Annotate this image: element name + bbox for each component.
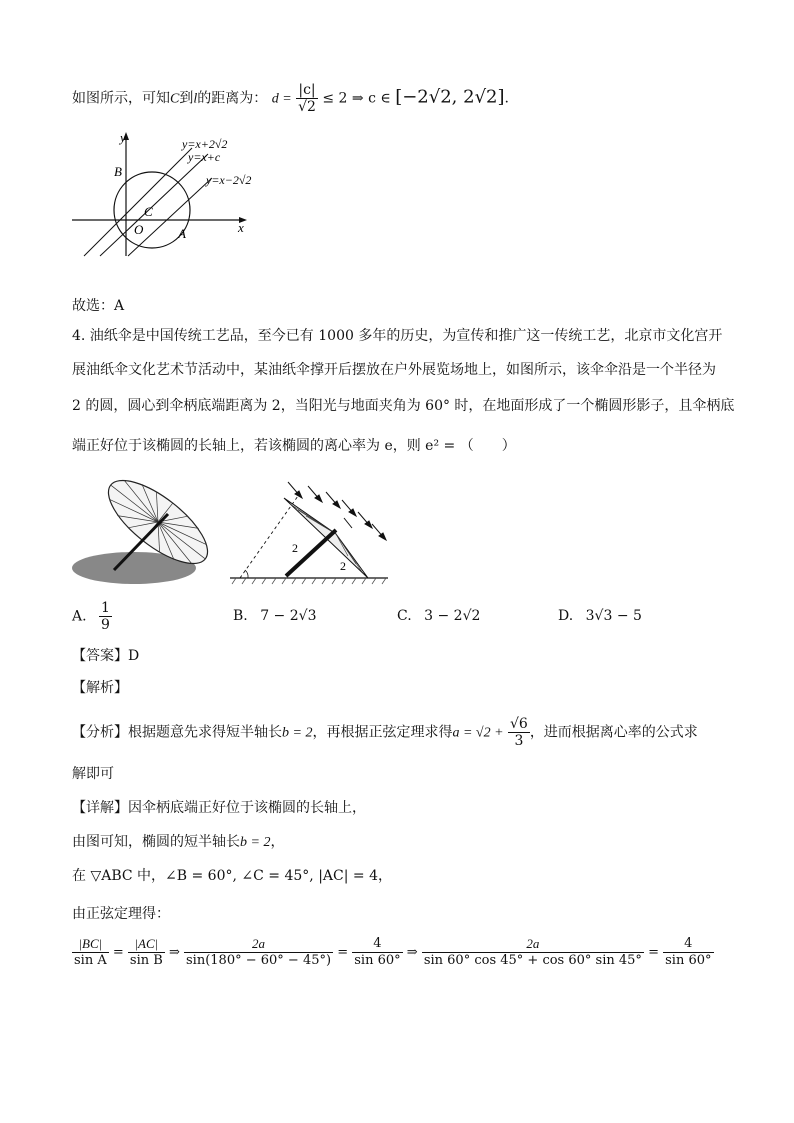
frac-bc [72, 936, 109, 969]
fenxi-line [72, 716, 698, 749]
answer-line: 【答案】D [72, 648, 140, 664]
line2-label: y=x+c [188, 150, 221, 164]
line1-label: y=x+2√2 [182, 137, 228, 151]
frac-2a-2-den: sin 60° cos 45° + cos 60° sin 45° [423, 953, 642, 968]
fenxi-num: √6 [509, 716, 528, 732]
frac-2a-1-den: sin(180° − 60° − 45°) [186, 953, 332, 968]
detail-line-2 [72, 832, 284, 853]
fenxi-mid: ，再根据正弦定理求得 [312, 724, 453, 741]
label-o: O [134, 222, 144, 237]
frac-2a-1 [184, 936, 333, 969]
fenxi-line-2: 解即可 [72, 766, 114, 782]
intro-distance: 的距离为： [197, 90, 268, 107]
label-b: B [114, 164, 122, 179]
frac-4-1 [352, 936, 402, 969]
frac-2a-1-num: 2a [184, 936, 333, 953]
intro-fraction [296, 82, 318, 115]
frac-4-1-num: 4 [352, 936, 402, 953]
frac-4-2 [663, 936, 713, 969]
option-d-value: 3√3 − 5 [585, 608, 642, 624]
option-c-value: 3 − 2√2 [424, 608, 481, 624]
problem-line-3: 2 的圆，圆心到伞柄底端距离为 2，当阳光与地面夹角为 60° 时，在地面形成了一个椭圆形影子，且伞柄底 [72, 398, 735, 414]
detail-line-3: 在 ▽ABC 中，∠B = 60°, ∠C = 45°, |AC| = 4， [72, 868, 392, 884]
sine-law-equation [72, 936, 714, 969]
intro-to: 到 [179, 90, 194, 107]
option-c[interactable] [397, 608, 480, 624]
detail-line-2-end: ， [270, 834, 285, 850]
problem-line-2: 展油纸伞文化艺术节活动中，某油纸伞撑开后摆放在户外展览场地上，如图所示，该伞伞沿是一个半径为 [72, 362, 716, 378]
implies-2: ⇒ [406, 945, 418, 960]
frac-4-2-num: 4 [663, 936, 713, 953]
intro-interval: [−2√2, 2√2] [395, 86, 505, 108]
intro-rest: ≤ 2 ⇒ c ∈ [322, 90, 391, 107]
option-a-num: 1 [101, 600, 110, 616]
dashed-ray [240, 496, 298, 578]
frac-num: |c| [296, 82, 318, 99]
option-d[interactable] [558, 608, 642, 624]
length-label-1: 2 [292, 541, 298, 555]
intro-end: . [504, 90, 509, 107]
intro-l: l [193, 91, 198, 107]
frac-4-1-den: sin 60° [354, 953, 401, 968]
detail-b: b = 2 [240, 835, 271, 850]
prev-answer: 故选：A [72, 298, 125, 314]
fenxi-fraction [508, 716, 530, 749]
label-c: C [144, 204, 153, 219]
option-a-fraction [99, 600, 112, 633]
problem-line-4: 端正好位于该椭圆的长轴上，若该椭圆的离心率为 e，则 e² = （ ） [72, 438, 516, 454]
detail-title: 【详解】因伞柄底端正好位于该椭圆的长轴上， [72, 800, 366, 816]
option-a-den: 9 [101, 617, 110, 633]
shadow-diagram [228, 476, 398, 588]
fenxi-a: a = √2 + [452, 725, 504, 741]
option-a-label: A. [72, 608, 87, 625]
option-b-label: B. [233, 608, 248, 624]
frac-2a-2-num: 2a [422, 936, 644, 953]
implies-1: ⇒ [168, 945, 180, 960]
detail-line-4: 由正弦定理得： [72, 906, 170, 922]
umbrella-photo [70, 478, 210, 588]
option-b-value: 7 − 2√3 [260, 608, 317, 624]
option-d-label: D. [558, 608, 574, 624]
option-a[interactable] [72, 600, 112, 633]
intro-c: C [170, 91, 180, 107]
fenxi-tail: ，进而根据离心率的公式求 [529, 724, 698, 741]
problem-line-1: 4. 油纸伞是中国传统工艺品，至今已有 1000 多年的历史，为宣传和推广这一传统工艺，北京市文化宫开 [72, 328, 723, 344]
fenxi-den: 3 [514, 733, 524, 749]
coordinate-graph [70, 128, 280, 258]
ground-hatching [232, 578, 386, 584]
analysis-title: 【解析】 [72, 680, 128, 696]
detail-line-2-prefix: 由图可知，椭圆的短半轴长 [72, 834, 240, 850]
frac-2a-2 [422, 936, 644, 969]
frac-bc-den: sin A [74, 953, 107, 968]
fenxi-prefix: 【分析】根据题意先求得短半轴长 [72, 724, 282, 741]
option-b[interactable] [233, 608, 316, 624]
equals-3: = [648, 945, 659, 960]
equals-2: = [337, 945, 349, 960]
intro-line [72, 82, 509, 115]
line3-label: y=x−2√2 [206, 173, 252, 187]
frac-ac-num: |AC| [128, 936, 165, 953]
y-axis-label: y [120, 130, 126, 145]
length-label-2: 2 [340, 559, 346, 573]
frac-4-2-den: sin 60° [665, 953, 712, 968]
frac-bc-num: |BC| [72, 936, 109, 953]
angle-arc [245, 570, 248, 578]
option-c-label: C. [397, 608, 412, 624]
label-a: A [178, 226, 186, 241]
fenxi-b: b = 2 [282, 725, 313, 741]
x-axis-label: x [238, 220, 244, 235]
formula-d: d = [271, 91, 292, 107]
intro-text: 如图所示，可知 [72, 90, 170, 107]
frac-den: √2 [298, 99, 316, 115]
equals-1: = [112, 945, 124, 960]
frac-ac-den: sin B [129, 953, 163, 968]
frac-ac [128, 936, 165, 969]
